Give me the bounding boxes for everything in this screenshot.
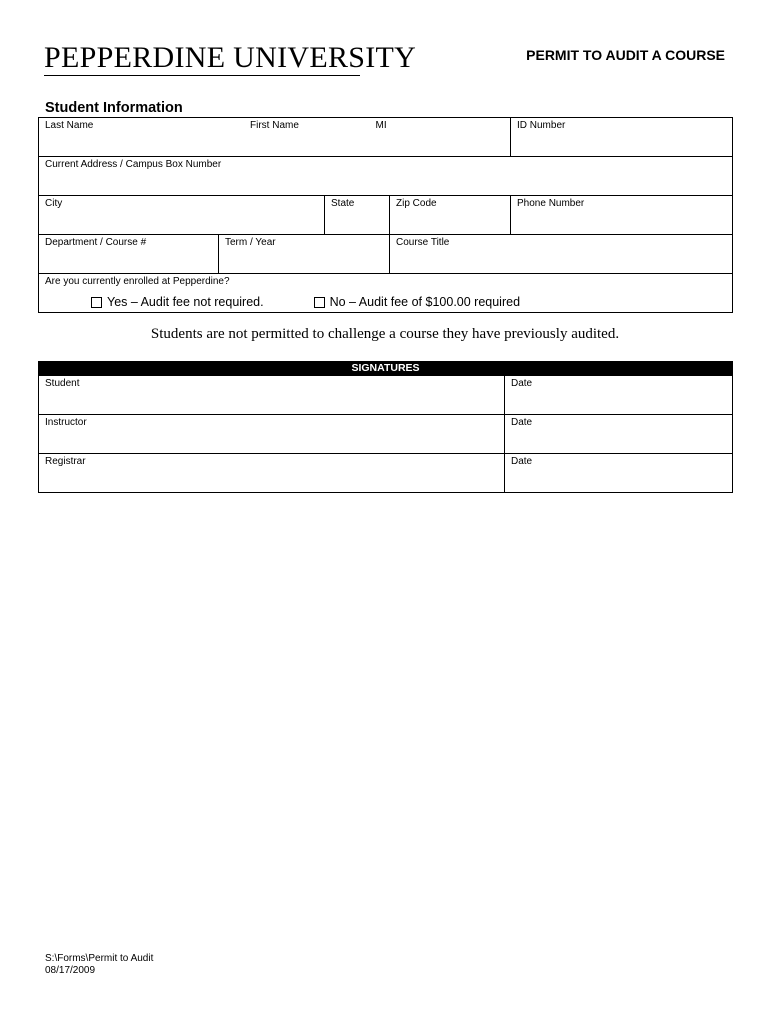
department-course-label: Department / Course # [45, 237, 147, 248]
zip-code-field[interactable] [390, 196, 511, 235]
enrolled-question-label: Are you currently enrolled at Pepperdine? [45, 276, 230, 287]
phone-number-label: Phone Number [517, 198, 585, 209]
state-field[interactable] [325, 196, 390, 235]
address-field[interactable] [39, 157, 733, 196]
audit-notice: Students are not permitted to challenge a course they have previously audited. [150, 326, 620, 342]
enrollment-question-row [39, 274, 733, 313]
registrar-date-label: Date [511, 456, 533, 467]
student-signature-field[interactable] [39, 376, 505, 415]
option-yes[interactable] [91, 295, 264, 309]
form-title: PERMIT TO AUDIT A COURSE [526, 47, 725, 63]
option-no[interactable] [314, 295, 520, 309]
student-date-label: Date [511, 378, 533, 389]
yes-checkbox[interactable] [91, 297, 102, 308]
instructor-signature-label: Instructor [45, 417, 87, 428]
university-logo: PEPPERDINE UNIVERSITY [44, 41, 417, 74]
course-title-label: Course Title [396, 237, 450, 248]
term-year-label: Term / Year [225, 237, 276, 248]
course-title-field[interactable] [390, 235, 733, 274]
instructor-date-field[interactable] [505, 415, 733, 454]
mi-field[interactable] [325, 118, 511, 157]
mi-label: MI [375, 120, 387, 131]
footer [45, 953, 153, 977]
term-year-field[interactable] [219, 235, 390, 274]
footer-date: 08/17/2009 [45, 965, 96, 976]
no-checkbox[interactable] [314, 297, 325, 308]
id-number-label: ID Number [517, 120, 566, 131]
no-option-label: No – Audit fee of $100.00 required [329, 295, 521, 309]
id-number-field[interactable] [511, 118, 733, 157]
signatures-header: SIGNATURES [39, 362, 733, 376]
instructor-date-label: Date [511, 417, 533, 428]
first-name-label: First Name [250, 120, 299, 131]
section-title-student-information: Student Information [45, 100, 183, 116]
zip-code-label: Zip Code [396, 198, 437, 209]
phone-number-field[interactable] [511, 196, 733, 235]
registrar-date-field[interactable] [505, 454, 733, 493]
student-signature-label: Student [45, 378, 80, 389]
signatures-table [38, 361, 733, 493]
last-name-label: Last Name [45, 120, 94, 131]
state-label: State [331, 198, 355, 209]
last-name-field[interactable] [39, 118, 325, 157]
address-label: Current Address / Campus Box Number [45, 159, 222, 170]
instructor-signature-field[interactable] [39, 415, 505, 454]
department-course-field[interactable] [39, 235, 219, 274]
enrollment-options [91, 295, 520, 309]
city-field[interactable] [39, 196, 325, 235]
student-information-table [38, 117, 733, 313]
logo-underline [44, 75, 360, 76]
student-date-field[interactable] [505, 376, 733, 415]
yes-option-label: Yes – Audit fee not required. [107, 295, 264, 309]
city-label: City [45, 198, 63, 209]
registrar-signature-field[interactable] [39, 454, 505, 493]
footer-file-path: S:\Forms\Permit to Audit [45, 953, 154, 964]
registrar-signature-label: Registrar [45, 456, 86, 467]
